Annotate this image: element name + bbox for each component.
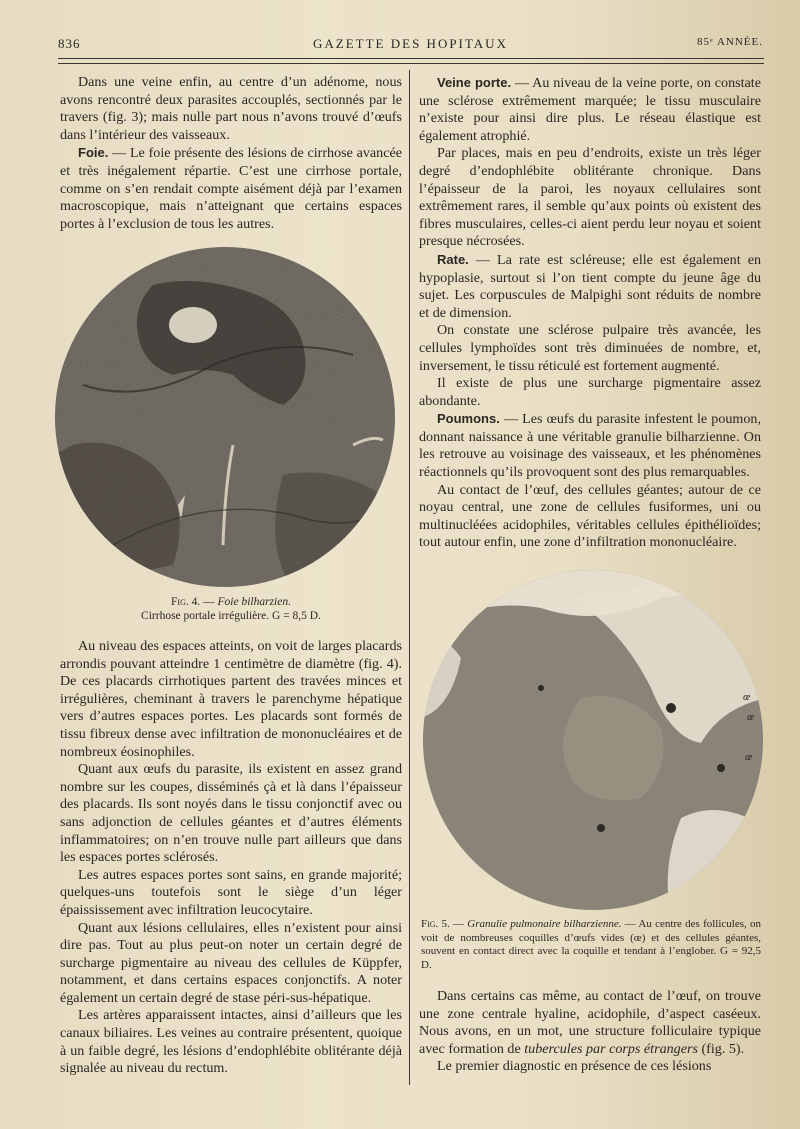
- paragraph: Au contact de l’œuf, des cellules géantes; autour de ce noyau central, une zone de cellules fusiformes, uni ou multinucléées acidophiles, véritables cellules épithélioïdes; tout autour enfin, une zone d’infiltration mononucléaire.: [419, 481, 761, 551]
- figure-title: Foie bilharzien.: [217, 596, 291, 608]
- figure-label: Fig. 5.: [421, 918, 450, 930]
- paragraph-foie: Foie. — Le foie présente des lésions de cirrhose avancée et très inégalement répartie. C’est une cirrhose portale, comme on s’en rendait compte aisément déjà par l’examen macroscopique, mais n’atteignant que certains espaces portes à l’exclusion de tous les autres.: [60, 145, 402, 232]
- figure-4-micrograph: [53, 245, 398, 590]
- page-number: 836: [58, 36, 81, 51]
- right-column-top: [419, 74, 761, 552]
- paragraph: Les artères apparaissent intactes, ainsi d’ailleurs que les canaux biliaires. Les veines au contraire présentent, quoique à un faible degré, les lésions d’endophlébite oblitérante déjà signalée au niveau du rectum.: [60, 1007, 402, 1077]
- figure-subcaption: Cirrhose portale irrégulière. G = 8,5 D.: [141, 610, 321, 622]
- figure-4-caption: Fig. 4. — Foie bilharzien. Cirrhose portale irrégulière. G = 8,5 D.: [141, 596, 321, 622]
- header-rule-top: [58, 58, 764, 59]
- paragraph: Au niveau des espaces atteints, on voit de larges placards arrondis pouvant atteindre 1 centimètre de diamètre (fig. 4). De ces placards cirrhotiques partent des travées minces et irrégulières, cheminant à travers le parenchyme hépatique vers d’autres espaces portes. Les placards sont formés de tissu fibreux dense avec infiltration de mononucléaires et de nombreux éosinophiles.: [60, 638, 402, 760]
- figure-label: Fig. 4.: [171, 596, 201, 608]
- column-divider: [409, 70, 410, 1085]
- right-column-bottom: [419, 988, 761, 1076]
- journal-title: GAZETTE DES HOPITAUX: [313, 36, 508, 51]
- paragraph: Dans certains cas même, au contact de l’œuf, on trouve une zone centrale hyaline, acidophile, d’aspect caséeux. Nous avons, en un mot, une structure folliculaire typique avec formation de tubercules par corps étrangers (fig. 5).: [419, 988, 761, 1057]
- paragraph: Les autres espaces portes sont sains, en grande majorité; quelques-uns toutefois sont le siège d’un léger épaississement avec infiltration leucocytaire.: [60, 866, 402, 918]
- figure-marker: œ: [743, 691, 751, 703]
- italic-phrase: tubercules par corps étrangers: [524, 1040, 698, 1057]
- paragraph: Il existe de plus une surcharge pigmentaire assez abondante.: [419, 375, 761, 409]
- section-heading-veine-porte: Veine porte.: [437, 75, 512, 90]
- paragraph-poumons: Poumons. — Les œufs du parasite infestent le poumon, donnant naissance à une véritable granulie bilharzienne. On les retrouve au voisinage des vaisseaux, et les phénomènes réactionnels qu’ils provoquent sont des plus remarquables.: [419, 411, 761, 481]
- paragraph: Le premier diagnostic en présence de ces lésions: [437, 1058, 712, 1075]
- paragraph: Par places, mais en peu d’endroits, existe un très léger degré d’endophlébite oblitérante chronique. Dans l’épaisseur de la paroi, les noyaux cellulaires sont extrêmement rares, il semble qu’aux points où existent des fibres musculaires, celles-ci aient perdu leur noyau et soient presque nécrosées.: [419, 145, 761, 250]
- paragraph: Quant aux lésions cellulaires, elles n’existent pour ainsi dire pas. Tout au plus peut-on noter un certain degré de surcharge pigmentaire au niveau des cellules de Küppfer, notamment, et dans certains espaces conjonctifs. A noter également un certain degré de stase péri-sus-hépatique.: [60, 919, 402, 1006]
- paragraph: Dans une veine enfin, au centre d’un adénome, nous avons rencontré deux parasites accouplés, sectionnés par le travers (fig. 3); mais nulle part nous n’avons trouvé d’œufs dans l’intérieur des vaisseaux.: [60, 74, 402, 143]
- figure-marker: œ: [745, 751, 753, 763]
- paragraph-rate: Rate. — La rate est scléreuse; elle est également en hypoplasie, surtout si l’on tient compte du jeune âge du sujet. Les corpuscules de Malpighi sont réduits de nombre et de dimension.: [419, 251, 761, 321]
- paragraph-veine-porte: Veine porte. — Au niveau de la veine porte, on constate une sclérose extrêmement marquée; le tissu musculaire n’existe pour ainsi dire plus. Le réseau élastique est également atrophié.: [419, 75, 761, 144]
- left-column-bottom: [60, 638, 402, 1078]
- header-rule-bottom: [58, 63, 764, 64]
- figure-5-caption: Fig. 5. — Granulie pulmonaire bilharzienne. — Au centre des follicules, on voit de nombreuses coquilles d’œufs vides (œ) et des cellules géantes, souvent en contact direct avec la coquille et tendant à l’englober. G = 92,5 D.: [421, 918, 761, 971]
- figure-title: Granulie pulmonaire bilharzienne.: [467, 918, 622, 930]
- page-header: [58, 34, 763, 56]
- paragraph: On constate une sclérose pulpaire très avancée, les cellules lymphoïdes sont très diminuées de nombre, et, inversement, le tissu réticulé est fortement augmenté.: [419, 322, 761, 374]
- figure-caption-text: — Au centre des follicules, on voit de nombreuses coquilles d’œufs vides (œ) et des cellules géantes, souvent en contact direct avec la coquille et tendant à l’englober. G = 92,5 D.: [421, 918, 761, 971]
- left-column-top: [60, 74, 402, 233]
- figure-5-micrograph: [421, 568, 766, 913]
- figure-marker: œ: [747, 711, 755, 723]
- section-heading-rate: Rate.: [437, 251, 469, 267]
- journal-year: 85ᵉ ANNÉE.: [697, 36, 763, 48]
- paragraph: Quant aux œufs du parasite, ils existent en assez grand nombre sur les coupes, disséminés çà et là dans l’épaisseur des placards. Ils sont noyés dans le tissu conjonctif avec ou sans adjonction de cellules géantes et d’autres éléments inflammatoires; on n’en trouve nulle part ailleurs que dans les espaces portes sclérosés.: [60, 761, 402, 866]
- section-heading-foie: Foie.: [78, 145, 109, 161]
- section-heading-poumons: Poumons.: [437, 411, 500, 427]
